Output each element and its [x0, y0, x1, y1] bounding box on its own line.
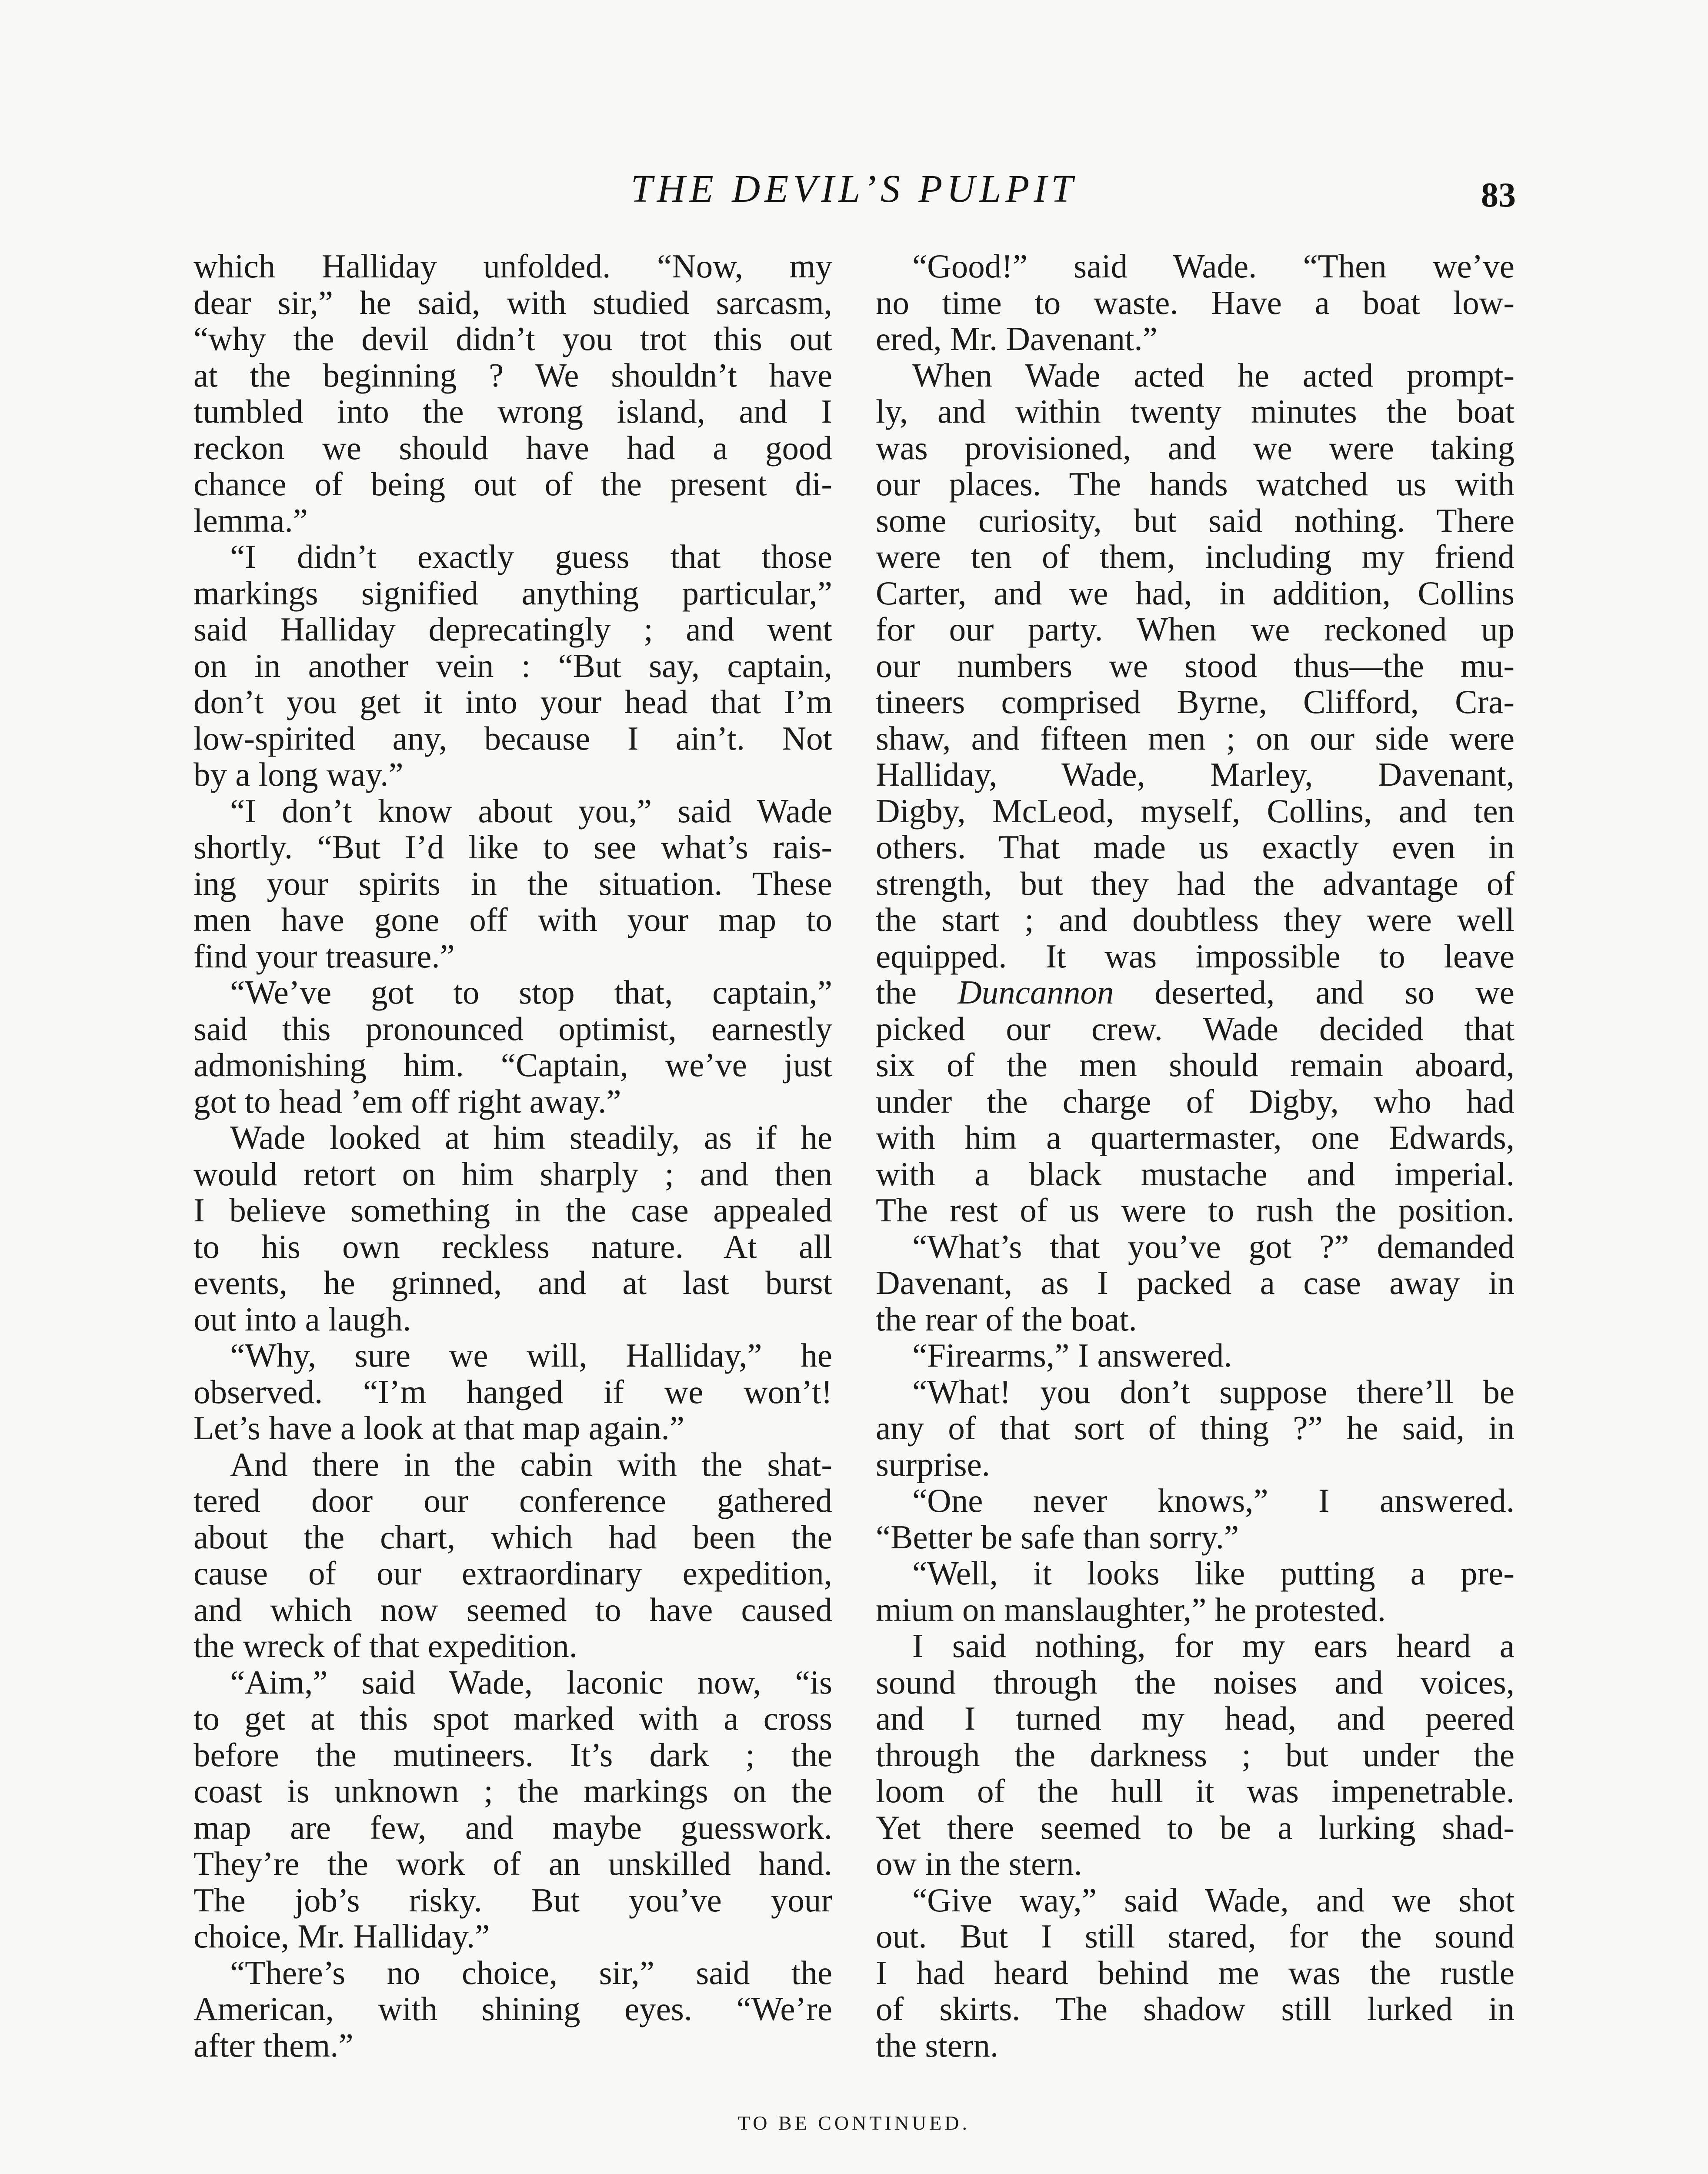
text-line: on in another vein : “But say, captain, — [193, 647, 832, 684]
text-line: six of the men should remain aboard, — [876, 1046, 1515, 1084]
text-line: the wreck of that expedition. — [193, 1627, 578, 1664]
right-column — [876, 248, 1515, 2064]
text-line: The job’s risky. But you’ve your — [193, 1881, 832, 1919]
text-line: Wade looked at him steadily, as if he — [230, 1119, 832, 1156]
italic-ship-name: Duncannon — [957, 974, 1114, 1011]
text-line: after them.” — [193, 2026, 354, 2064]
left-column — [193, 248, 832, 2064]
paragraph — [876, 1628, 1515, 1882]
text-line: ow in the stern. — [876, 1845, 1082, 1882]
text-line: was provisioned, and we were taking — [876, 429, 1515, 467]
text-line: “why the devil didn’t you trot this out — [193, 320, 832, 357]
text-line: equipped. It was impossible to leave — [876, 937, 1515, 975]
text-line: lemma.” — [193, 501, 308, 539]
text-line: “Firearms,” I answered. — [912, 1337, 1232, 1374]
text-line: shortly. “But I’d like to see what’s rais- — [193, 828, 832, 866]
text-line: tumbled into the wrong island, and I — [193, 393, 832, 430]
text-line: “Better be safe than sorry.” — [876, 1518, 1239, 1556]
text-line: “One never knows,” I answered. — [912, 1482, 1515, 1519]
text-line: surprise. — [876, 1445, 991, 1483]
text-line: “Give way,” said Wade, and we shot — [912, 1881, 1515, 1919]
text-line: which Halliday unfolded. “Now, my — [193, 247, 832, 285]
text-line: to his own reckless nature. At all — [193, 1227, 832, 1265]
text-line: dear sir,” he said, with studied sarcasm, — [193, 283, 832, 321]
text-line: to get at this spot marked with a cross — [193, 1700, 832, 1737]
text-line: admonishing him. “Captain, we’ve just — [193, 1046, 832, 1084]
text-line: Digby, McLeod, myself, Collins, and ten — [876, 792, 1515, 830]
text-line: “Why, sure we will, Halliday,” he — [230, 1337, 832, 1374]
text-line: others. That made us exactly even in — [876, 828, 1515, 866]
text-line: When Wade acted he acted prompt- — [912, 356, 1515, 394]
paragraph — [876, 1483, 1515, 1555]
text-line: tineers comprised Byrne, Clifford, Cra- — [876, 683, 1515, 720]
text-line: Let’s have a look at that map again.” — [193, 1409, 684, 1447]
text-line: I believe something in the case appealed — [193, 1191, 832, 1229]
text-line: would retort on him sharply ; and then — [193, 1155, 832, 1193]
text-line: ing your spirits in the situation. These — [193, 864, 832, 902]
text-line: observed. “I’m hanged if we won’t! — [193, 1373, 832, 1410]
text-line: picked our crew. Wade decided that — [876, 1010, 1515, 1047]
text-line: events, he grinned, and at last burst — [193, 1264, 832, 1301]
text-line: by a long way.” — [193, 756, 404, 793]
text-line: “There’s no choice, sir,” said the — [230, 1954, 832, 1991]
text-line: I said nothing, for my ears heard a — [912, 1627, 1515, 1664]
text-line: under the charge of Digby, who had — [876, 1082, 1515, 1120]
text-line: Halliday, Wade, Marley, Davenant, — [876, 756, 1515, 793]
text-line: Yet there seemed to be a lurking shad- — [876, 1808, 1515, 1846]
paragraph — [193, 1120, 832, 1337]
text-line: markings signified anything particular,” — [193, 574, 832, 612]
text-line: map are few, and maybe guesswork. — [193, 1808, 832, 1846]
paragraph — [193, 1955, 832, 2064]
page-number: 83 — [1481, 176, 1516, 214]
text-line: mium on manslaughter,” he protested. — [876, 1590, 1386, 1628]
text-line: “I don’t know about you,” said Wade — [230, 792, 832, 830]
paragraph — [193, 1447, 832, 1664]
text-line: no time to waste. Have a boat low- — [876, 283, 1515, 321]
text-line: with a black mustache and imperial. — [876, 1155, 1515, 1193]
text-line: “What! you don’t suppose there’ll be — [912, 1373, 1515, 1410]
text-line: with him a quartermaster, one Edwards, — [876, 1119, 1515, 1156]
text-line: of skirts. The shadow still lurked in — [876, 1990, 1515, 2027]
text-line: Davenant, as I packed a case away in — [876, 1264, 1515, 1301]
text-line: any of that sort of thing ?” he said, in — [876, 1409, 1515, 1447]
text-line: got to head ’em off right away.” — [193, 1082, 621, 1120]
text-line — [876, 974, 1515, 1011]
text-line: don’t you get it into your head that I’m — [193, 683, 832, 720]
text-line: find your treasure.” — [193, 937, 455, 975]
text-line: The rest of us were to rush the position. — [876, 1191, 1515, 1229]
text-line: the rear of the boat. — [876, 1300, 1137, 1338]
paragraph — [193, 539, 832, 793]
text-segment: the — [876, 974, 958, 1011]
paragraph — [193, 1337, 832, 1447]
paragraph — [876, 1229, 1515, 1338]
text-line: the start ; and doubtless they were well — [876, 901, 1515, 938]
text-line: reckon we should have had a good — [193, 429, 832, 467]
text-line: “I didn’t exactly guess that those — [230, 538, 832, 575]
text-line: cause of our extraordinary expedition, — [193, 1554, 832, 1592]
text-line: out into a laugh. — [193, 1300, 411, 1338]
text-line: strength, but they had the advantage of — [876, 864, 1515, 902]
text-line: And there in the cabin with the shat- — [230, 1445, 832, 1483]
text-line: men have gone off with your map to — [193, 901, 832, 938]
text-line: before the mutineers. It’s dark ; the — [193, 1736, 832, 1774]
text-line: loom of the hull it was impenetrable. — [876, 1772, 1515, 1810]
text-line: and I turned my head, and peered — [876, 1700, 1515, 1737]
text-line: out. But I still stared, for the sound — [876, 1917, 1515, 1955]
text-line: and which now seemed to have caused — [193, 1590, 832, 1628]
text-line: ly, and within twenty minutes the boat — [876, 393, 1515, 430]
text-line: “What’s that you’ve got ?” demanded — [912, 1227, 1515, 1265]
running-head-title: THE DEVIL’S PULPIT — [630, 167, 1078, 210]
text-line: through the darkness ; but under the — [876, 1736, 1515, 1774]
paragraph — [876, 1882, 1515, 2064]
text-line: coast is unknown ; the markings on the — [193, 1772, 832, 1810]
continued-notice: TO BE CONTINUED. — [737, 2112, 971, 2134]
paragraph — [876, 357, 1515, 1229]
text-line: our places. The hands watched us with — [876, 465, 1515, 503]
text-line: I had heard behind me was the rustle — [876, 1954, 1515, 1991]
paragraph — [876, 1374, 1515, 1483]
text-line: some curiosity, but said nothing. There — [876, 501, 1515, 539]
text-line: low-spirited any, because I ain’t. Not — [193, 719, 832, 757]
text-line: sound through the noises and voices, — [876, 1663, 1515, 1701]
text-line: “We’ve got to stop that, captain,” — [230, 974, 832, 1011]
text-line: shaw, and fifteen men ; on our side were — [876, 719, 1515, 757]
text-line: said this pronounced optimist, earnestly — [193, 1010, 832, 1047]
text-line: choice, Mr. Halliday.” — [193, 1917, 490, 1955]
text-line: our numbers we stood thus—the mu- — [876, 647, 1515, 684]
text-line: “Aim,” said Wade, laconic now, “is — [230, 1663, 832, 1701]
text-line: “Well, it looks like putting a pre- — [912, 1554, 1515, 1592]
text-line: ered, Mr. Davenant.” — [876, 320, 1158, 357]
text-line: tered door our conference gathered — [193, 1482, 832, 1519]
text-line: about the chart, which had been the — [193, 1518, 832, 1556]
text-segment: deserted, and so we — [1114, 974, 1515, 1011]
paragraph — [193, 248, 832, 539]
paragraph — [876, 248, 1515, 357]
paragraph — [193, 974, 832, 1120]
text-line: They’re the work of an unskilled hand. — [193, 1845, 832, 1882]
paragraph — [876, 1555, 1515, 1628]
text-line: for our party. When we reckoned up — [876, 610, 1515, 648]
text-line: “Good!” said Wade. “Then we’ve — [912, 247, 1515, 285]
paragraph — [193, 1664, 832, 1955]
paragraph — [876, 1337, 1515, 1374]
text-line: said Halliday deprecatingly ; and went — [193, 610, 832, 648]
text-line: Carter, and we had, in addition, Collins — [876, 574, 1515, 612]
text-line: were ten of them, including my friend — [876, 538, 1515, 575]
text-line: American, with shining eyes. “We’re — [193, 1990, 832, 2027]
text-line: the stern. — [876, 2026, 999, 2064]
text-line: chance of being out of the present di- — [193, 465, 832, 503]
text-line: at the beginning ? We shouldn’t have — [193, 356, 832, 394]
paragraph — [193, 793, 832, 975]
